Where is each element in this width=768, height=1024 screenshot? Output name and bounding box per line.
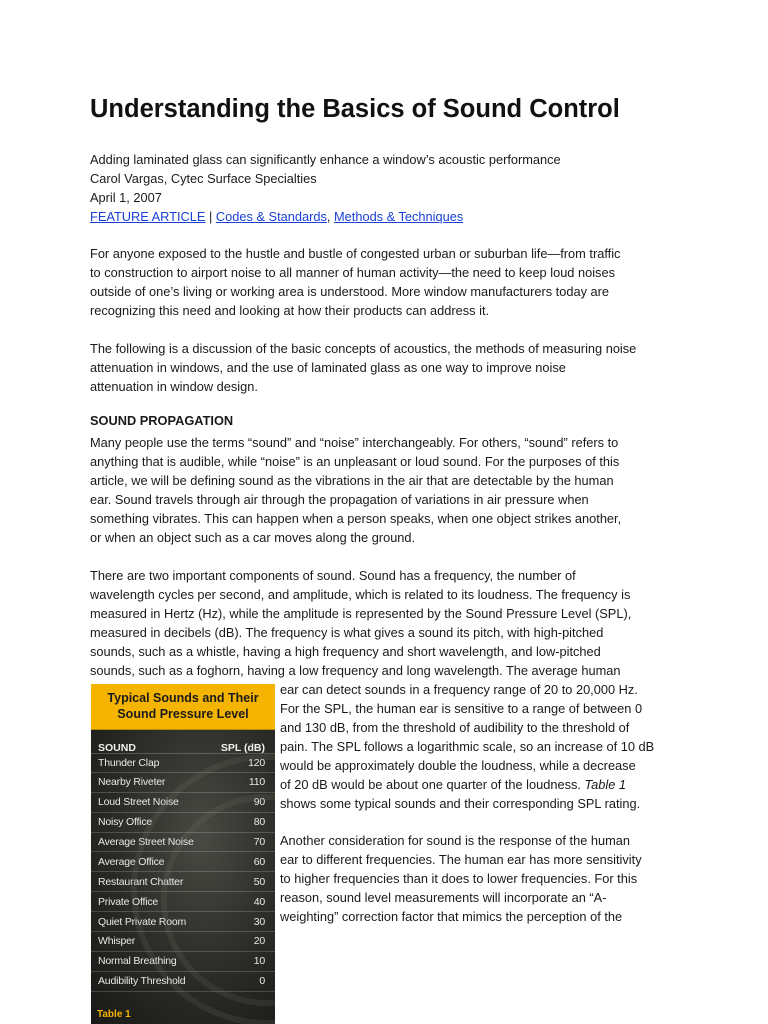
text-line: measured in Hertz (Hz), while the amplitude is represented by the Sound Pressure Level (SPL),: [90, 606, 632, 621]
text-line: attenuation in windows, and the use of laminated glass as one way to improve noise: [90, 360, 566, 375]
table-body: [91, 753, 275, 992]
text-line: to higher frequencies than it does to lower frequencies. For this: [280, 871, 638, 886]
row-spl: 0: [259, 975, 265, 988]
text-line: sounds, such as a whistle, having a high frequency and short wavelength, and low-pitched: [90, 644, 601, 659]
table-title-line: Sound Pressure Level: [117, 707, 249, 721]
text-line: For the SPL, the human ear is sensitive to a range of between 0: [280, 701, 643, 716]
text-line: Many people use the terms “sound” and “noise” interchangeably. For others, “sound” refers to: [90, 435, 619, 450]
overview-paragraph: [90, 339, 680, 396]
table-row: [91, 852, 275, 872]
table-row: [91, 892, 275, 912]
text-line: Another consideration for sound is the response of the human: [280, 833, 631, 848]
row-spl: 20: [253, 935, 265, 948]
text-line: reason, sound level measurements will incorporate an “A-: [280, 890, 607, 905]
table-caption: Table 1: [97, 1009, 131, 1020]
row-sound: Whisper: [98, 935, 136, 948]
text-line: ear to different frequencies. The human ear has more sensitivity: [280, 852, 642, 867]
row-sound: Audibility Threshold: [98, 975, 186, 988]
tag-separator: |: [209, 209, 213, 224]
article-meta: [90, 150, 561, 226]
row-sound: Thunder Clap: [98, 756, 160, 769]
sound-components-paragraph: [90, 566, 680, 680]
text-line: to construction to airport noise to all manner of human activity—the need to keep loud noises: [90, 265, 615, 280]
article-date: April 1, 2007: [90, 190, 162, 205]
row-sound: Average Street Noise: [98, 836, 194, 848]
tag-comma: ,: [326, 209, 331, 224]
text-line: ear can detect sounds in a frequency range of 20 to 20,000 Hz.: [280, 682, 638, 697]
row-sound: Normal Breathing: [98, 955, 177, 968]
row-spl: 80: [253, 816, 265, 829]
row-sound: Quiet Private Room: [98, 915, 187, 928]
text-line: measured in decibels (dB). The frequency is what gives a sound its pitch, with high-pitched: [90, 625, 604, 640]
table-reference: Table 1: [584, 777, 627, 792]
text-line: outside of one’s living or working area is understood. More window manufacturers today are: [90, 284, 610, 299]
row-sound: Loud Street Noise: [98, 796, 179, 809]
text-line: The following is a discussion of the basic concepts of acoustics, the methods of measuring noise: [90, 341, 637, 356]
text-line: something vibrates. This can happen when a person speaks, when one object strikes another,: [90, 511, 622, 526]
table-title-line: Typical Sounds and Their: [107, 691, 259, 705]
text-line: would be approximately double the loudness, while a decrease: [280, 758, 636, 773]
table-row: [91, 833, 275, 853]
table-row: [91, 952, 275, 972]
row-sound: Noisy Office: [98, 816, 153, 829]
text-line: attenuation in window design.: [90, 379, 258, 394]
text-line: [280, 775, 680, 794]
text-line: There are two important components of sound. Sound has a frequency, the number of: [90, 568, 576, 583]
row-spl: 10: [253, 955, 265, 968]
row-spl: 110: [248, 776, 265, 789]
tag-link-methods-techniques[interactable]: Methods & Techniques: [334, 209, 464, 224]
text-line: ear. Sound travels through air through the propagation of variations in air pressure when: [90, 492, 589, 507]
text-line-part: of 20 dB would be about one quarter of the loudness.: [280, 777, 581, 792]
sound-definition-paragraph: [90, 433, 680, 547]
row-spl: 50: [253, 875, 265, 888]
row-spl: 90: [253, 796, 265, 809]
table-header: [91, 684, 275, 730]
table-row: [91, 972, 275, 992]
text-line: wavelength cycles per second, and amplitude, which is related to its loudness. The frequency is: [90, 587, 631, 602]
table-row: [91, 813, 275, 833]
text-line: anything that is audible, while “noise” is an unpleasant or loud sound. For the purposes of this: [90, 454, 620, 469]
sound-components-continued: [280, 680, 680, 813]
tag-link-feature-article[interactable]: FEATURE ARTICLE: [90, 209, 206, 224]
row-sound: Private Office: [98, 895, 159, 908]
article-subtitle: Adding laminated glass can significantly enhance a window’s acoustic performance: [90, 152, 561, 167]
intro-paragraph: [90, 244, 680, 320]
text-line: and 130 dB, from the threshold of audibility to the threshold of: [280, 720, 630, 735]
article-title: Understanding the Basics of Sound Control: [90, 95, 620, 123]
text-line: weighting” correction factor that mimics the perception of the: [280, 909, 623, 924]
frequency-response-paragraph: [280, 831, 680, 926]
row-sound: Average Office: [98, 855, 165, 868]
table-row: [91, 793, 275, 813]
row-sound: Restaurant Chatter: [98, 875, 184, 888]
section-heading: SOUND PROPAGATION: [90, 413, 234, 428]
article-tags: [90, 207, 561, 226]
text-line: sounds, such as a foghorn, having a low frequency and long wavelength. The average human: [90, 663, 621, 678]
text-line: pain. The SPL follows a logarithmic scale, so an increase of 10 dB: [280, 739, 655, 754]
spl-table-figure: [91, 684, 275, 1024]
row-spl: 70: [253, 836, 265, 848]
row-spl: 40: [253, 895, 265, 908]
text-line: article, we will be defining sound as the vibrations in the air that are detectable by the human: [90, 473, 614, 488]
table-row: [91, 753, 275, 773]
text-line: shows some typical sounds and their corresponding SPL rating.: [280, 796, 641, 811]
column-header-sound: SOUND: [98, 742, 136, 754]
tag-link-codes-standards[interactable]: Codes & Standards: [215, 209, 327, 224]
row-spl: 30: [253, 915, 265, 928]
table-row: [91, 872, 275, 892]
table-row: [91, 773, 275, 793]
row-spl: 120: [248, 756, 265, 769]
text-line: recognizing this need and looking at how their products can address it.: [90, 303, 490, 318]
article-author: Carol Vargas, Cytec Surface Specialties: [90, 171, 317, 186]
text-line: For anyone exposed to the hustle and bustle of congested urban or suburban life—from traffic: [90, 246, 621, 261]
table-row: [91, 932, 275, 952]
table-column-headers: [91, 730, 275, 753]
row-spl: 60: [253, 855, 265, 868]
column-header-spl: SPL (dB): [220, 742, 265, 754]
text-line: or when an object such as a car moves along the ground.: [90, 530, 416, 545]
row-sound: Nearby Riveter: [98, 776, 166, 789]
table-row: [91, 912, 275, 932]
